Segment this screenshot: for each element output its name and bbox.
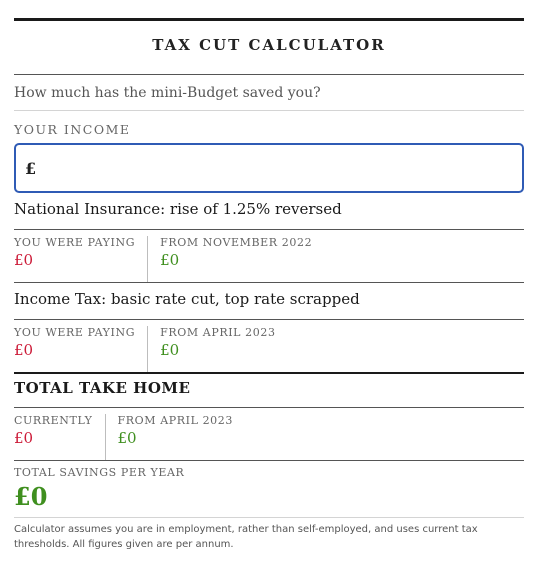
calculator-subtitle: How much has the mini-Budget saved you? xyxy=(14,85,321,101)
income-tax-heading: Income Tax: basic rate cut, top rate scrapped xyxy=(14,290,360,308)
it-were-paying xyxy=(14,326,147,372)
it-were-paying-value: £0 xyxy=(14,341,34,359)
take-home-heading: TOTAL TAKE HOME xyxy=(14,379,191,397)
take-home-currently xyxy=(14,414,105,460)
calculator-title: TAX CUT CALCULATOR xyxy=(152,36,386,54)
take-home-from-april-label: FROM APRIL 2023 xyxy=(117,414,233,427)
ni-were-paying xyxy=(14,236,147,282)
ni-were-paying-value: £0 xyxy=(14,251,34,269)
total-savings xyxy=(14,461,524,517)
income-tax-values xyxy=(14,320,524,372)
ni-values xyxy=(14,230,524,282)
it-were-paying-label: YOU WERE PAYING xyxy=(14,326,136,339)
total-savings-label: TOTAL SAVINGS PER YEAR xyxy=(14,466,185,479)
ni-from-november xyxy=(147,236,324,282)
income-label: YOUR INCOME xyxy=(14,122,131,137)
take-home-from-april xyxy=(105,414,245,460)
tax-cut-calculator xyxy=(14,18,524,552)
it-from-april xyxy=(147,326,287,372)
ni-heading: National Insurance: rise of 1.25% reversed xyxy=(14,200,342,218)
take-home-currently-value: £0 xyxy=(14,429,34,447)
footnote: Calculator assumes you are in employment, rather than self-employed, and uses current tax thresholds. All figures given are per annum. xyxy=(14,524,478,550)
ni-from-november-label: FROM NOVEMBER 2022 xyxy=(160,236,313,249)
take-home-from-april-value: £0 xyxy=(117,429,137,447)
take-home-currently-label: CURRENTLY xyxy=(14,414,93,427)
income-input[interactable] xyxy=(36,153,486,183)
income-field[interactable] xyxy=(14,143,524,193)
ni-were-paying-label: YOU WERE PAYING xyxy=(14,236,136,249)
currency-symbol: £ xyxy=(25,158,37,178)
it-from-april-value: £0 xyxy=(160,341,180,359)
it-from-april-label: FROM APRIL 2023 xyxy=(160,326,276,339)
ni-from-november-value: £0 xyxy=(160,251,180,269)
total-savings-value: £0 xyxy=(14,482,48,511)
take-home-values xyxy=(14,408,524,460)
